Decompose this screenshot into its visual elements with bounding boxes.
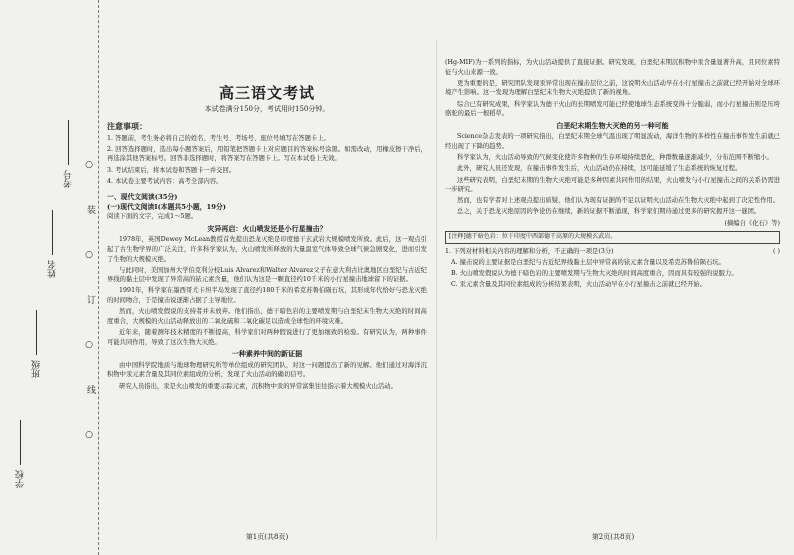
binding-line bbox=[20, 420, 21, 465]
article-paragraph: (Hg-MIF)为一系列的指标，为火山活动提供了直接证据。研究发现，白垩纪末期沉积物中汞含量显著升高，且同位素特征与火山来源一致。 bbox=[445, 59, 780, 76]
cut-mark: 线 bbox=[85, 385, 95, 394]
article-paragraph: 此外，研究人员还发现，在撞击事件发生后，火山活动仍在持续，这可能延缓了生态系统的恢复过程。 bbox=[457, 165, 742, 173]
article-title: 灾异再启：火山喷发还是小行星撞击？ bbox=[207, 223, 327, 233]
question-stem-text: 1. 下列对材料相关内容的理解和分析，不正确的一项是(3分) bbox=[445, 247, 614, 255]
article-paragraph: 近年来，随着测年技术精度的不断提高，科学家们对两种假说进行了更加细致的检验。有研究认为，两种事件可能共同作用，导致了这次生物大灭绝。 bbox=[107, 329, 427, 346]
binding-line bbox=[52, 210, 53, 255]
cut-mark: 订 bbox=[85, 295, 95, 304]
article-paragraph: 更为重要的是，研究团队发现汞异常出现在撞击层位之前，这说明火山活动早在小行星撞击之前就已经开始对全球环境产生影响。这一发现为理解白垩纪末生物大灭绝提供了新的视角。 bbox=[445, 79, 780, 97]
article-subheading: 一种素养中间的新证据 bbox=[231, 349, 303, 359]
right-column bbox=[445, 58, 780, 292]
left-column bbox=[107, 118, 427, 393]
cut-mark: ○ bbox=[84, 340, 94, 350]
page-footer-right: 第2页(共8页) bbox=[591, 533, 635, 541]
question-option: A. 撞击说的主要证据是白垩纪与古近纪界线黏土层中异常高的铱元素含量以及希克苏鲁伯陨石坑。 bbox=[451, 259, 725, 267]
notice-item: 3. 考试结束后，将本试卷和答题卡一并交回。 bbox=[107, 166, 236, 174]
article-paragraph: 研究人员指出，汞是火山喷发的重要示踪元素，沉积物中汞的异常富集往往指示着大规模火山活动。 bbox=[119, 382, 397, 390]
article-paragraph: 总之，关于恐龙灭绝原因的争论仍在继续，新的证据不断涌现，科学家们期待通过更多的研究揭开这一谜团。 bbox=[457, 208, 761, 216]
notice-item: 1. 答题前，考生务必将自己的姓名、考生号、考场号、座位号填写在答题卡上。 bbox=[107, 134, 330, 142]
article-paragraph: 与此同时，美国加州大学伯克利分校Luis Alvarez和Walter Alvarez父子在意大利古比奥地区白垩纪与古近纪界线的黏土层中发现了异常高的铱元素含量，他们认为这是一颗直径约10千米的小行星撞击地球留下的证据。 bbox=[107, 266, 427, 284]
binding-label-name: 姓名 bbox=[48, 260, 58, 278]
source-note: (摘编自《化石》等) bbox=[724, 219, 780, 227]
reading-instruction: 阅读下面的文字，完成1～5题。 bbox=[107, 213, 198, 221]
section-heading: 一、现代文阅读(35分) bbox=[107, 192, 178, 201]
exam-title: 高三语文考试 bbox=[218, 84, 315, 102]
notice-item: 4. 本试卷主要考试内容：高考全部内容。 bbox=[107, 177, 223, 185]
page-footer-left: 第1页(共8页) bbox=[245, 533, 289, 541]
cut-mark: 装 bbox=[85, 205, 95, 214]
cut-mark: ○ bbox=[84, 430, 94, 440]
article-subheading: 白垩纪末期生物大灭绝的另一种可能 bbox=[556, 120, 669, 130]
notice-heading: 注意事项： bbox=[107, 122, 148, 131]
subsection-heading: (一)现代文阅读Ⅰ(本题共5小题，19分) bbox=[107, 202, 227, 211]
question-option: B. 火山喷发假说认为德干暗色岩的主要喷发期与生物大灭绝的时间高度重合，因而具有较强的说服力。 bbox=[451, 270, 738, 278]
article-paragraph: 1991年，科学家在墨西哥尤卡坦半岛发现了直径约180千米的希克苏鲁伯陨石坑，其形成年代恰好与恐龙灭绝的时间吻合，于是撞击说逐渐占据了主导地位。 bbox=[107, 287, 427, 305]
cut-mark: ○ bbox=[84, 250, 94, 260]
article-paragraph: Science杂志发表的一项研究指出，白垩纪末期全球气温出现了明显波动，海洋生物的多样性在撞击事件发生前就已经出现了下降的趋势。 bbox=[445, 133, 780, 150]
cut-mark: ○ bbox=[84, 160, 94, 170]
article-paragraph: 然而，火山喷发假说的支持者并未放弃。他们指出，德干暗色岩的主要喷发期与白垩纪末生物大灭绝的时间高度重合，大规模的火山活动释放出的二氧化硫和二氧化碳足以造成全球性的环境灾难。 bbox=[107, 308, 427, 325]
page-fold bbox=[436, 40, 437, 540]
binding-margin bbox=[0, 0, 99, 555]
article-paragraph: 1978年，英国Dewey McLean教授首先提出恐龙灭绝是印度德干玄武岩大规模喷发所致。此后，这一观点引起了古生物学界的广泛关注，许多科学家认为，火山喷发所释放的大量温室气体导致全球气候急剧变化，进而引发了生物的大规模灭绝。 bbox=[107, 236, 427, 263]
answer-bracket: ( ) bbox=[773, 247, 780, 255]
footnote-box: [注释]德干暗色岩：位于印度中西部德干高原的大规模玄武岩。 bbox=[445, 231, 780, 244]
article-paragraph: 综合已有研究成果，科学家认为德干火山的长期喷发可能已经使地球生态系统变得十分脆弱，而小行星撞击则是压垮骆驼的最后一根稻草。 bbox=[445, 100, 780, 118]
exam-subtitle: 本试卷满分150分，考试用时150分钟。 bbox=[204, 105, 330, 113]
binding-label-school: 学校 bbox=[16, 470, 26, 488]
notice-item: 2. 回答选择题时，选出每小题答案后，用铅笔把答题卡上对应题目的答案标号涂黑。如需改动，用橡皮擦干净后，再选涂其他答案标号。回答非选择题时，将答案写在答题卡上。写在本试卷上无效。 bbox=[107, 145, 427, 163]
article-paragraph: 科学家认为，火山活动导致的气候变化使许多物种的生存环境持续恶化，种群数量逐渐减少，分布范围不断缩小。 bbox=[457, 154, 773, 162]
question-stem bbox=[445, 247, 780, 257]
question-1 bbox=[445, 247, 780, 290]
binding-line bbox=[36, 310, 37, 355]
binding-line bbox=[68, 120, 69, 165]
binding-label-class: 班级 bbox=[32, 360, 42, 378]
article-paragraph: 这些研究表明，白垩纪末期的生物大灭绝可能是多种因素共同作用的结果，火山喷发与小行星撞击之间的关系仍需进一步研究。 bbox=[445, 176, 780, 194]
binding-label-id: 考号 bbox=[64, 170, 74, 188]
article-paragraph: 然而，也有学者对上述观点提出质疑，他们认为现有证据尚不足以证明火山活动在生物大灭绝中起到了决定性作用。 bbox=[457, 197, 780, 205]
question-option: C. 汞元素含量及其同位素组成的分析结果表明，火山活动早在小行星撞击之前就已经开始。 bbox=[451, 281, 707, 289]
article-paragraph: 由中国科学院地质与地球物理研究所等单位组成的研究团队，对这一问题提出了新的见解。他们通过对海洋沉积物中汞元素含量及其同位素组成的分析，发现了火山活动的确切信号。 bbox=[107, 361, 427, 379]
